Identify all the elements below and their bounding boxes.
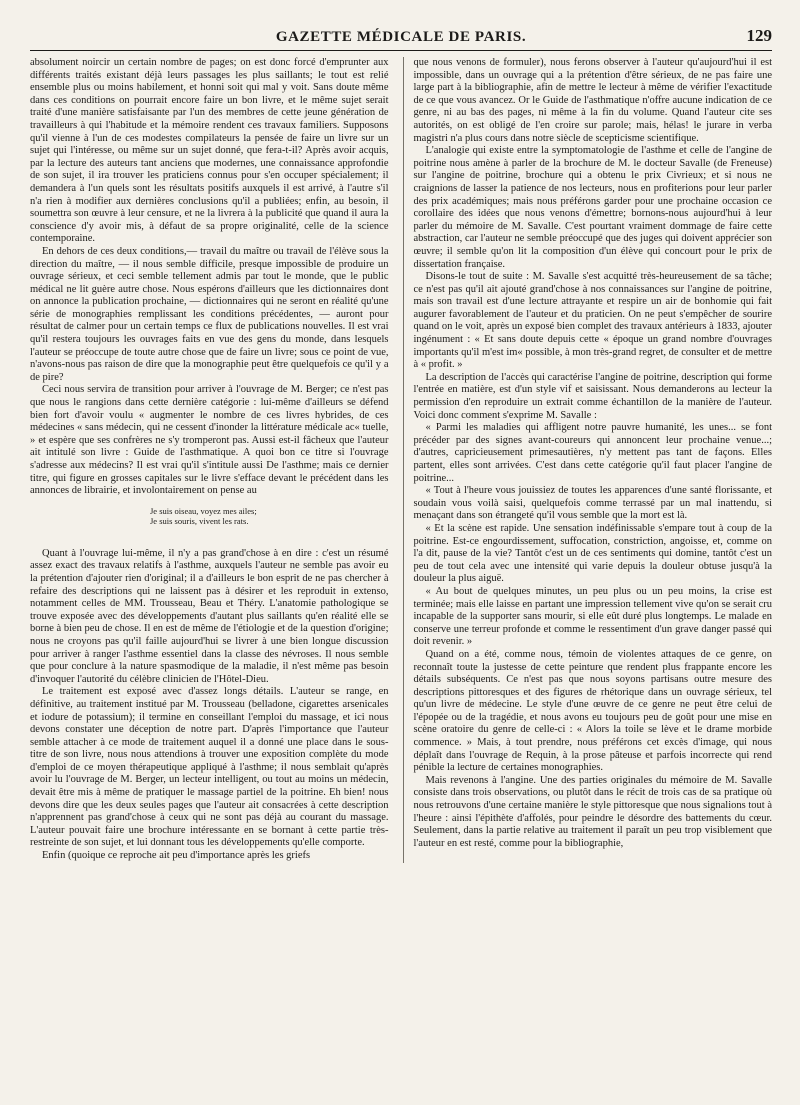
paragraph: La description de l'accès qui caractérise l'angine de poitrine, description qui forme l'entrée en matière, est d'un style vif et saisissant. Nous demanderons au lecteur la permission d'en reproduire un extrait comme échantillon de la manière de l'auteur. Voici donc comment s'exprime M. Savalle : [413, 371, 772, 421]
verse-line: Je suis souris, vivent les rats. [150, 515, 249, 526]
right-column [403, 57, 773, 863]
paragraph: Mais revenons à l'angine. Une des parties originales du mémoire de M. Savalle consiste dans trois observations, ou plutôt dans le récit de trois cas de sa pratique où nous retrouvons d'une certaine manière le style pittoresque que nous signalions tout à l'heure : ainsi l'épithète d'affolés, pour peindre le désordre des battements du cœur. Seulement, dans la partie relative au traitement il paraît un peu trop visiblement que l'auteur en est resté, comme pour la bibliographie, [413, 774, 772, 849]
verse-quote [150, 506, 389, 526]
quoted-paragraph: « Et la scène est rapide. Une sensation indéfinissable s'empare tout à coup de la poitrine. Est-ce engourdissement, suffocation, constriction, angoisse, et, comme on l'a dit, pause de la vie? Tantôt c'est un de ces sentiments qui domine, tantôt c'est un peu de tout cela avec une intensité qui varie depuis la douleur obtuse jusqu'à la douleur la plus aiguë. [413, 522, 772, 585]
paragraph: Quand on a été, comme nous, témoin de violentes attaques de ce genre, on reconnaît toute la justesse de cette peinture que rendent plus frappante encore les détails subséquents. Ce n'est pas que nous soyons partisans outre mesure des descriptions pittoresques et des figures de rhétorique dans un ouvrage sérieux, tel qu'un livre de médecine. Le style d'une œuvre de ce genre ne peut être celui de l'épopée ou de la tragédie, et nous avons eu toujours peu de goût pour une mise en scène oratoire du genre de celle-ci : « Alors la toile se lève et le drame morbide commence. » Mais, à tout prendre, nous préférons cet excès d'image, qui nous déplaît dans l'ouvrage de Requin, à la prose pâteuse et parfois incorrecte qui rend pénible la lecture de certaines monographies. [413, 648, 772, 774]
text-columns [30, 57, 772, 863]
running-head [30, 26, 772, 51]
quoted-paragraph: « Tout à l'heure vous jouissiez de toutes les apparences d'une santé florissante, et soudain vous voilà saisi, quelquefois comme terrassé par un mal inattendu, si menaçant dans son étrangeté qu'il vous semble que la mort est là. [413, 485, 772, 522]
page-number: 129 [746, 26, 772, 45]
paragraph: Quant à l'ouvrage lui-même, il n'y a pas grand'chose à en dire : c'est un résumé assez exact des travaux relatifs à l'asthme, auxquels l'auteur ne semble pas avoir eu la prétention d'ajouter rien d'original; il a d'ailleurs le bon esprit de ne pas chercher à refaire des descriptions qui ne laissent pas à désirer et les reproduit in extenso, notamment celles de MM. Trousseau, Beau et Théry. L'anatomie pathologique se trouve exposée avec des développements d'autant plus saillants qu'en réalité elle se borne à bien peu de chose. Il en est de même de l'étiologie et de la question d'origine; nous ne croyons pas qu'il faille aujourd'hui se livrer à une bien longue discussion pour arriver à ranger l'asthme essentiel dans la classe des névroses. Il nous semble que pour conclure à la nature spasmodique de la maladie, il n'est même pas besoin d'invoquer l'autorité du célèbre clinicien de l'Hôtel-Dieu. [30, 547, 389, 685]
quoted-paragraph: « Parmi les maladies qui affligent notre pauvre humanité, les unes... se font précéder par des signes avant-coureurs qui annoncent leur prochaine venue...; d'autres, capricieusement primesautières, n'y mettent pas tant de façons. Elles partent, elles sont arrivées. C'est dans cette catégorie qu'il faut placer l'angine de poitrine... [413, 422, 772, 484]
paragraph: Enfin (quoique ce reproche ait peu d'importance après les griefs [42, 850, 311, 862]
paragraph: L'analogie qui existe entre la symptomatologie de l'asthme et celle de l'angine de poitrine nous amène à parler de la brochure de M. le docteur Savalle (de Freneuse) sur l'angine de poitrine, brochure qui a obtenu le prix Civrieux; et si nous ne craignions de lasser la patience de nos lecteurs, nous en profiterions pour leur parler des prix académiques; mais nous préférons garder pour une prochaine occasion ce corollaire des idées que nous venons d'émettre; bornons-nous aujourd'hui à leur parler du mémoire de M. Savalle. C'est pourtant vraiment dommage de faire cette abstraction, car l'auteur ne semble préoccupé que des juges qui doivent apprécier son œuvre; il semble qu'on lit la composition d'un élève qui concourt pour le prix de dissertation française. [413, 145, 772, 270]
paragraph: absolument noircir un certain nombre de pages; on est donc forcé d'emprunter aux différents traités existant déjà leurs passages les plus saillants; le tout est relié ensemble plus ou moins habilement, et honni soit qui mal y voit. Sans doute même dans ces conditions on pourrait encore faire un bon livre, et le même sujet serait traité d'une manière satisfaisante par l'un des membres de cette jeune génération de travailleurs à qui l'habitude et la mémoire rendent ces travaux familiers. Supposons qu'il vienne à l'un de ces modestes compilateurs la pensée de faire un livre sur un sujet qui l'intéresse, ou même sur un sujet donné, que fera-t-il? Après avoir acquis, par la lecture des auteurs tant anciens que modernes, une connaissance approfondie de son sujet, il ira trouver les praticiens connus pour s'en occuper spécialement; il demandera à l'un quels sont les résultats positifs auxquels il est arrivé, à l'autre s'il n'a rien à modifier aux dernières conclusions qu'il a publiées; enfin, au besoin, il soumettra son œuvre à leur censure, et ne la livrera à la publicité que quand il aura la conscience d'y avoir mis, à défaut de sa propre originalité, celle de la science contemporaine. [30, 57, 389, 245]
paragraph: En dehors de ces deux conditions,— travail du maître ou travail de l'élève sous la direction du maître, — il nous semble difficile, presque impossible de produire un ouvrage sérieux, et ceci semble tellement admis par tout le monde, que le public médical ne lit guère autre chose. Nous espérons d'ailleurs que les dictionnaires dont on annonce la publication prochaine, — dictionnaires qui ne seront en réalité qu'une série de monographies remplissant les conditions précédentes, — auront pour résultat de calmer pour un certain temps ce flux de publications nouvelles. Il est vrai qu'il restera toujours les ouvrages faits en vue des gens du monde, dans lesquels l'auteur se préoccupe de toute autre chose que de faire un livre; sous ce point de vue, n'avons-nous pas raison de dire que la monographie peut être quelquefois ce qu'il y a de pire? [30, 245, 389, 383]
paragraph: que nous venons de formuler), nous ferons observer à l'auteur qu'aujourd'hui il est impossible, dans un ouvrage qui a la prétention d'être sérieux, de ne pas faire une large part à la bibliographie, afin de mettre le lecteur à même de vérifier l'exactitude de ce que vous avancez. Or le Guide de l'asthmatique n'offre aucune indication de ce genre, ni au bas des pages, ni même à la fin du volume. Quand l'auteur cite ses autorités, on est obligé de l'en croire sur parole; mais, hélas! le jurare in verba magistri n'a plus cours dans notre siècle de scepticisme scientifique. [413, 57, 772, 144]
paragraph: Le traitement est exposé avec d'assez longs détails. L'auteur se range, en définitive, au traitement institué par M. Trousseau (belladone, cigarettes arsenicales et iodure de potassium); il termine en conseillant l'emploi du massage, et ici nous devons constater une déception de notre part. D'après l'importance que l'auteur semble attacher à ce mode de traitement auquel il a donné une place dans le sous-titre de son livre, nous nous attendions à trouver une exposition complète du mode d'emploi de ce moyen thérapeutique appliqué à l'asthme; il nous semblait qu'après avoir lu l'ouvrage de M. Berger, un lecteur intelligent, ou tout au moins un médecin, devait être mis à même de pratiquer le massage partiel de la poitrine. Eh bien! nous devons dire que les deux seules pages que l'auteur ait consacrées à cette description n'apprennent pas grand'chose à ceux qui ne sont pas déjà au courant du massage. L'auteur pouvait faire une brochure intéressante en se bornant à cette partie très-restreinte de son sujet, et lui donnant tous les développements qu'elle comporte. [30, 686, 389, 849]
verse-line: Je suis oiseau, voyez mes ailes; [150, 505, 257, 516]
left-column [30, 57, 389, 863]
paragraph: Disons-le tout de suite : M. Savalle s'est acquitté très-heureusement de sa tâche; ce n'est pas qu'il ait ajouté grand'chose à nos connaissances sur l'angine de poitrine, mais son travail est d'une lecture attrayante et respire un air de bonhomie qui fait augurer favorablement de l'auteur et du praticien. On ne peut s'empêcher de sourire quand on le voit, après un exposé bien complet des travaux antérieurs à 1833, ajouter ingénument : « Et sans doute depuis cette « époque un grand nombre d'ouvrages importants qu'il m'est im« possible, à mon très-grand regret, de consulter et de mettre à « profit. » [413, 271, 772, 371]
paragraph: Ceci nous servira de transition pour arriver à l'ouvrage de M. Berger; ce n'est pas que nous le rangions dans cette dernière catégorie : lui-même d'ailleurs se défend bien fort d'avoir voulu « augmenter le nombre de ces livres hybrides, de ces médecines « sans médecin, qui ne cessent d'inonder la littérature médicale ac« tuelle, » et espère que ses confrères ne s'y tromperont pas. Aussi est-il fâcheux que l'auteur ait intitulé son livre : Guide de l'asthmatique. A quoi bon ce titre si l'ouvrage s'adresse aux médecins? Il est vrai qu'il s'intitule aussi De l'asthme; mais ce dernier titre, qui figure en grosses capitales sur le livre s'efface devant le précédent dans les annonces de librairie, et involontairement on pense au [30, 384, 389, 497]
journal-title: GAZETTE MÉDICALE DE PARIS. [275, 29, 527, 45]
quoted-paragraph: « Au bout de quelques minutes, un peu plus ou un peu moins, la crise est terminée; mais elle laisse en partant une impression tellement vive qu'on se serait cru incapable de la supporter sans mourir, si elle eût duré plus longtemps. Le malade en conserve une terreur profonde et comme le ressentiment d'un grave danger passé qui doit revenir. » [413, 585, 772, 648]
